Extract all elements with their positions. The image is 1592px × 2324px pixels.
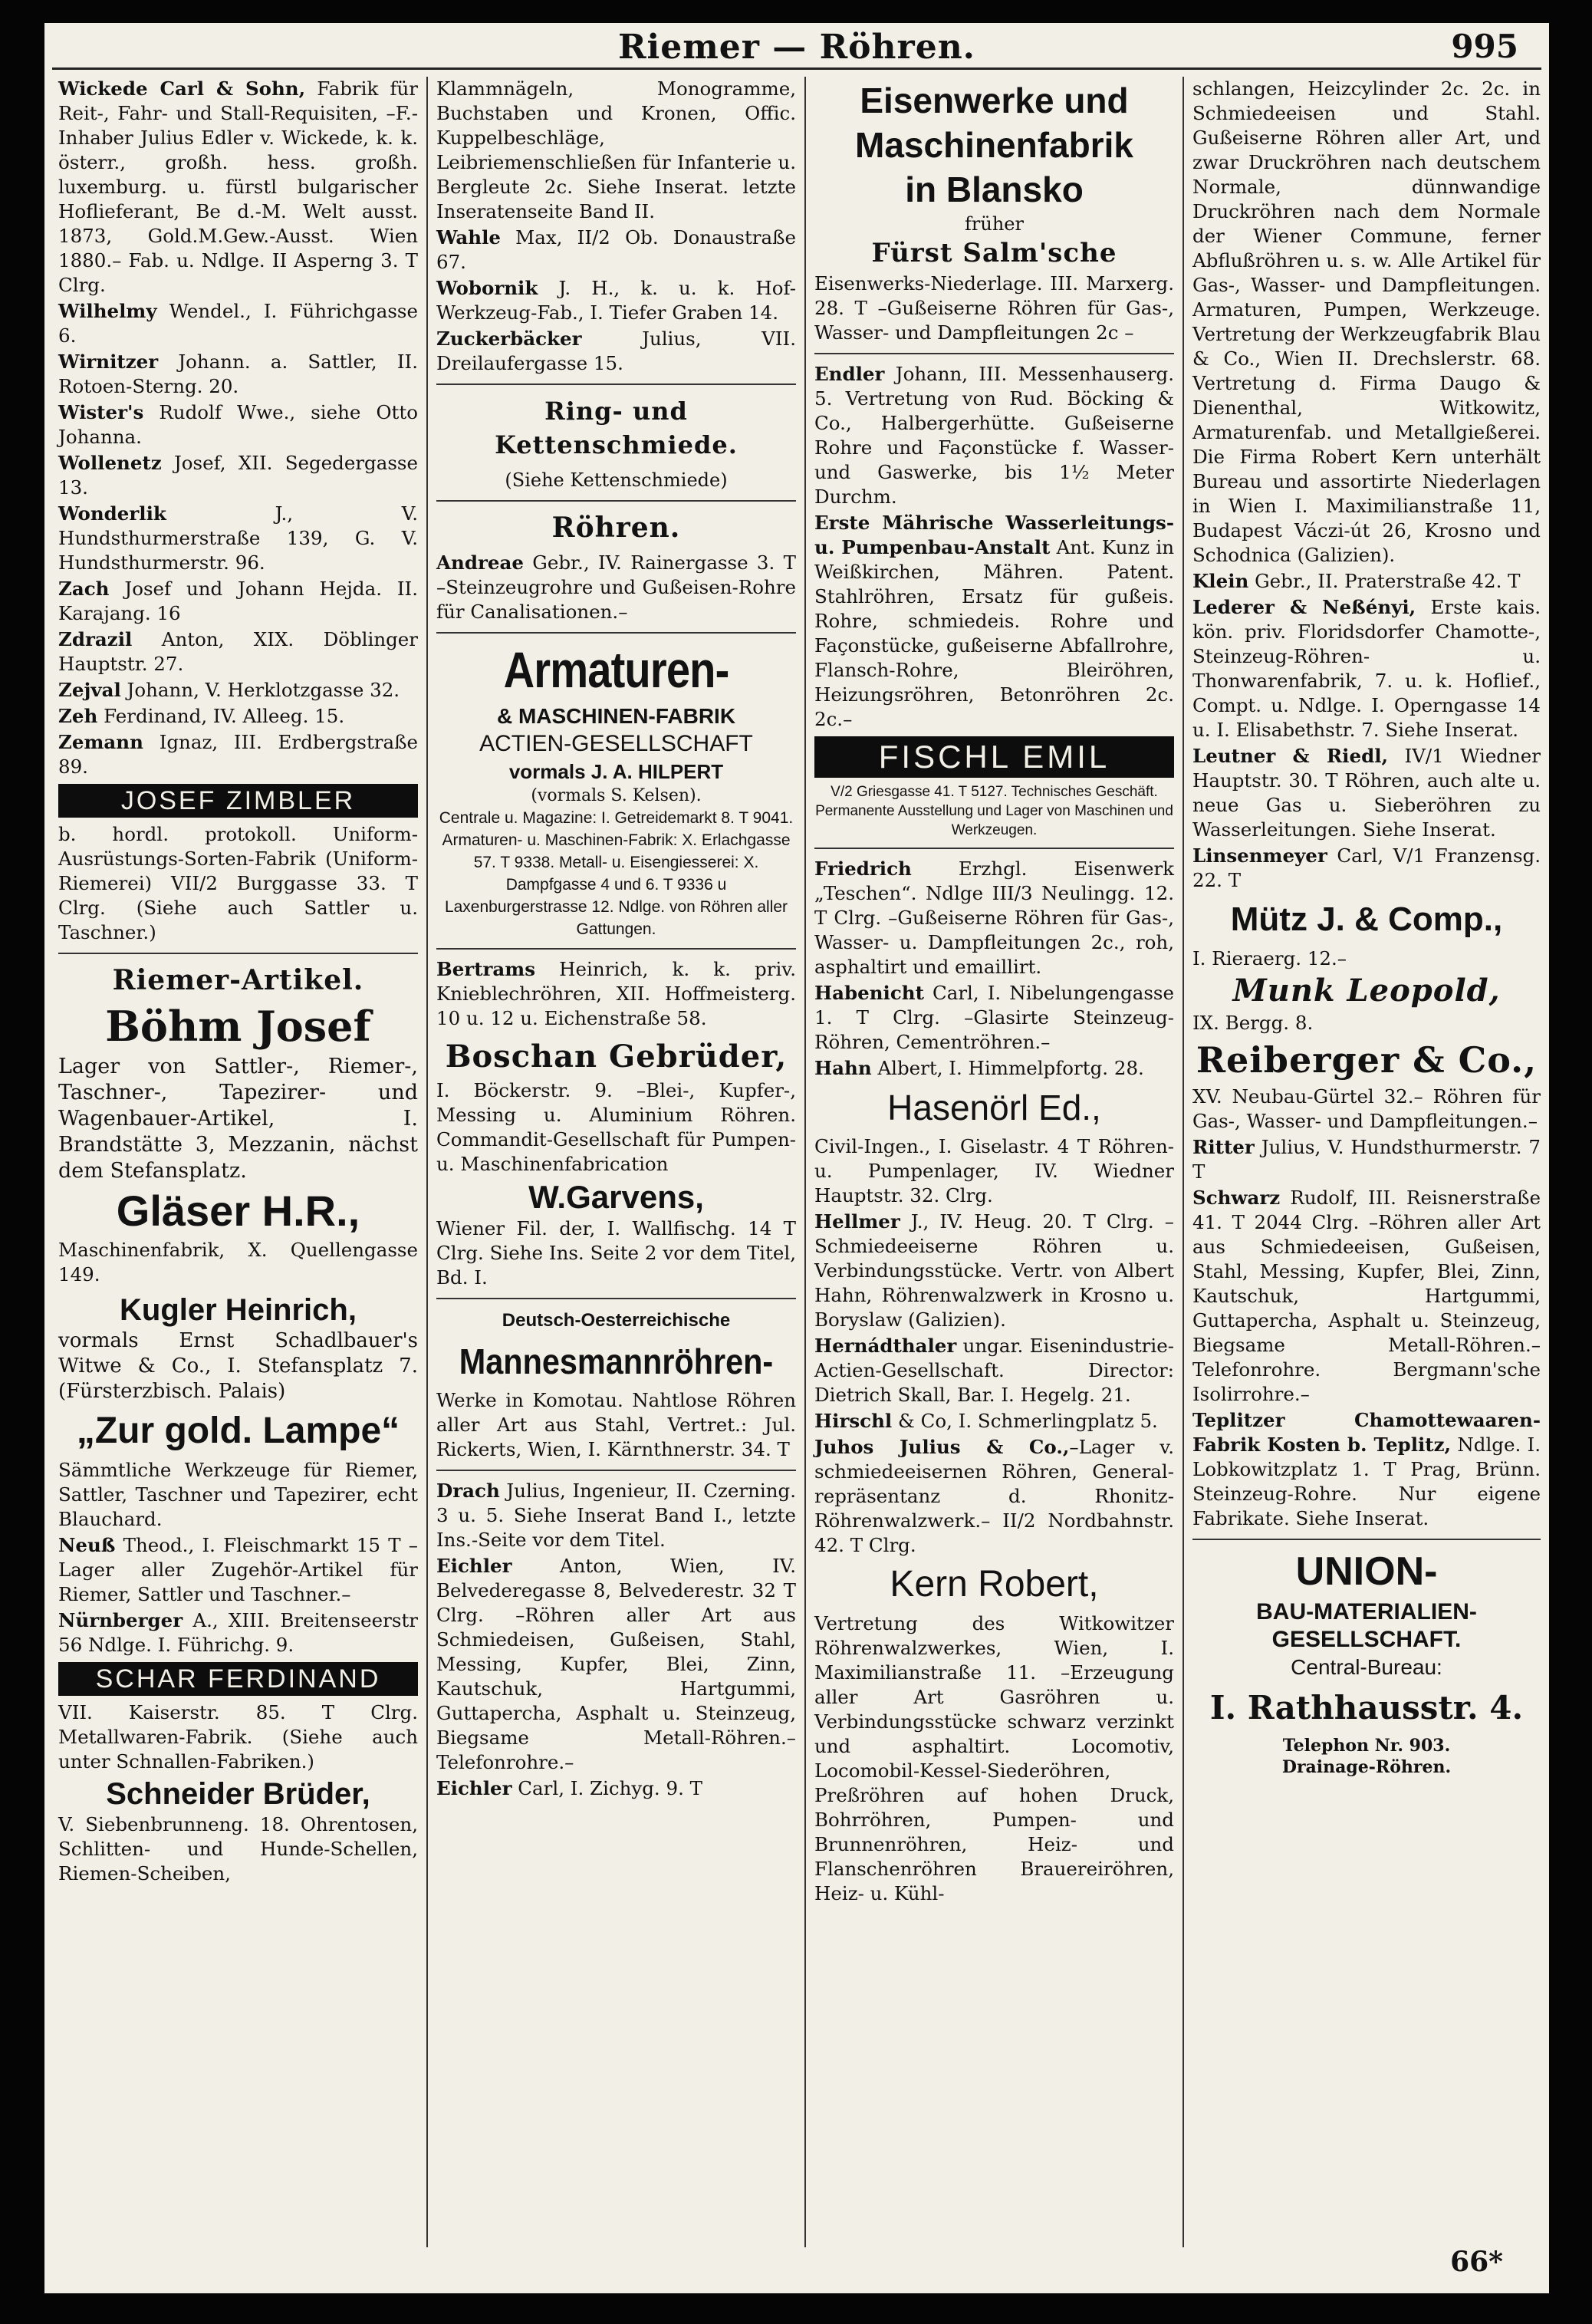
entry-list xyxy=(58,77,418,779)
directory-entry xyxy=(814,981,1174,1055)
column-rule xyxy=(1182,77,1184,2247)
mannesmann-text: Werke in Komotau. Nahtlose Röhren aller Art aus Stahl, Vertret.: Jul. Rickerts, Wien, I. Kärnthnerstr. 34. T xyxy=(436,1389,796,1460)
garvens-text: Wiener Fil. der, I. Wallfischg. 14 T Clrg. Siehe Ins. Seite 2 vor dem Titel, Bd. I. xyxy=(436,1217,796,1289)
boschan-text: I. Böckerstr. 9. –Blei-, Kupfer-, Messing u. Aluminium Röhren. Commandit-Gesellschaft für Pumpen- u. Maschinenfabrication xyxy=(436,1079,796,1175)
directory-entry xyxy=(436,957,796,1031)
directory-entry xyxy=(58,299,418,348)
union-line-2: BAU-MATERIALIEN- xyxy=(1256,1599,1477,1624)
entry-list xyxy=(814,857,1174,1081)
header-rule xyxy=(52,67,1541,70)
union-line-1: UNION- xyxy=(1295,1549,1438,1594)
hasenoerl-name: Hasenörl Ed., xyxy=(887,1088,1101,1127)
entry-text: Max, II/2 Ob. Donaustraße 67. xyxy=(436,226,796,273)
divider xyxy=(436,500,796,502)
union-line-3: GESELLSCHAFT. xyxy=(1271,1627,1462,1652)
column-4 xyxy=(1186,77,1547,2255)
mannesmann-pre: Deutsch-Oesterreichische xyxy=(502,1310,731,1331)
entry-name: Zuckerbäcker xyxy=(436,328,582,350)
armaturen-name: Armaturen- xyxy=(503,641,729,698)
divider xyxy=(814,353,1174,354)
directory-entry xyxy=(814,1435,1174,1558)
directory-entry xyxy=(58,400,418,449)
column-2 xyxy=(430,77,802,2255)
entry-text: Julius, VII. Dreilaufergasse 15. xyxy=(436,328,796,374)
union-line-5: I. Rathhausstr. 4. xyxy=(1209,1689,1524,1727)
directory-entry xyxy=(436,276,796,325)
directory-entry xyxy=(814,1056,1174,1081)
entry-name: Zdrazil xyxy=(58,628,133,650)
entry-text: Erste kais. kön. priv. Floridsdorfer Chamotte-, Steinzeug-Röhren- u. Thonwarenfabrik, 7. u. k. Hoflief., Compt. u. Ndlge. I. Operngasse 14 u. I. Elisabethstr. 7. Siehe Inserat. xyxy=(1192,596,1541,741)
directory-entry xyxy=(1192,1186,1541,1407)
blansko-line-1: Eisenwerke und xyxy=(860,81,1129,120)
entry-text: Josef und Johann Hejda. II. Karajang. 16 xyxy=(58,578,418,624)
reiberger-name: Reiberger & Co., xyxy=(1196,1039,1538,1081)
entry-text: Rudolf, III. Reisnerstraße 41. T 2044 Clrg. –Röhren aller Art aus Schmiedeeisen, Gußeisen, Stahl, Messing, Kupfer, Blei, Zinn, Kautschuk, Hartgummi, Guttapercha, Asphalt u. Steinzeug, Biegsame Metall-Röhren.– Telefonrohre. Bergmann'sche Isolirrohre.– xyxy=(1192,1187,1541,1405)
entry-text: Anton, Wien, IV. Belvederegasse 8, Belvederestr. 32 T Clrg. –Röhren aller Art aus Schmiedeisen, Gußeisen, Stahl, Messing, Kupfer, Blei, Zinn, Kautschuk, Hartgummi, Guttapercha, Asphalt u. Steinzeug, Biegsame Metall-Röhren.– Telefonrohre.– xyxy=(436,1555,796,1773)
mannesmann-name: Mannesmannröhren- xyxy=(459,1341,774,1381)
entry-name: Habenicht xyxy=(814,982,924,1004)
directory-entry xyxy=(58,77,418,298)
entry-text: J., V. Hundsthurmerstraße 139, G. V. Hundsthurmerstr. 96. xyxy=(58,502,418,574)
page-header xyxy=(44,23,1549,71)
kugler-name: Kugler Heinrich, xyxy=(120,1293,357,1327)
munk-name: Munk Leopold, xyxy=(1232,973,1501,1009)
entry-text: Rudolf Wwe., siehe Otto Johanna. xyxy=(58,401,418,448)
entry-text: Carl, I. Zichyg. 9. T xyxy=(511,1777,702,1799)
entry-text: Fabrik für Reit-, Fahr- und Stall-Requisiten, –F.-Inhaber Julius Edler v. Wickede, k. k. österr., großh. hess. großh. luxemburg. u. fürstl bulgarischer Hoflieferant, Be d.-M. Welt ausst. 1873, Gold.M.Gew.-Ausst. Wien 1880.– Fab. u. Ndlge. II Asperng 3. T Clrg. xyxy=(58,77,419,296)
directory-entry xyxy=(1192,844,1541,893)
glaeser-text: Maschinenfabrik, X. Quellengasse 149. xyxy=(58,1239,418,1285)
armaturen-line-4: (vormals S. Kelsen). xyxy=(531,786,702,805)
directory-entry xyxy=(1192,744,1541,842)
union-line-7: Drainage-Röhren. xyxy=(1281,1757,1452,1777)
blansko-line-4: früher xyxy=(965,213,1024,235)
column-rule xyxy=(426,77,428,2247)
directory-entry xyxy=(436,1776,796,1801)
entry-text: A., XIII. Breitenseerstr 56 Ndlge. I. Führichg. 9. xyxy=(58,1609,418,1656)
kern-name: Kern Robert, xyxy=(890,1564,1099,1605)
entry-name: Wonderlik xyxy=(58,502,166,525)
entry-text: Wendel., I. Führichgasse 6. xyxy=(58,300,418,347)
entry-text: Carl, I. Nibelungengasse 1. T Clrg. –Glasirte Steinzeug-Röhren, Cementröhren.– xyxy=(814,982,1174,1053)
boehm-text: Lager von Sattler-, Riemer-, Taschner-, Tapezirer- und Wagenbauer-Artikel, I. Brandstätte 3, Mezzanin, nächst dem Stefansplatz. xyxy=(58,1055,418,1183)
divider xyxy=(436,383,796,385)
directory-entry xyxy=(58,730,418,779)
entry-list xyxy=(436,957,796,1031)
entry-list xyxy=(436,225,796,376)
garvens-name: W.Garvens, xyxy=(528,1179,704,1215)
entry-name: Eichler xyxy=(436,1555,512,1577)
entry-text: & Co, I. Schmerlingplatz 5. xyxy=(892,1410,1158,1432)
schar-name: SCHAR FERDINAND xyxy=(58,1662,418,1696)
entry-text: Johann, V. Herklotzgasse 32. xyxy=(120,679,400,701)
entry-name: Schwarz xyxy=(1192,1187,1281,1209)
directory-entry xyxy=(58,451,418,500)
entry-name: Linsenmeyer xyxy=(1192,844,1327,867)
andreae-entry: Andreae Gebr., IV. Rainergasse 3. T –Steinzeugrohre und Gußeisen-Rohre für Canalisationen.– xyxy=(436,551,796,623)
entry-name: Friedrich xyxy=(814,858,912,880)
entry-text: Anton, XIX. Döblinger Hauptstr. 27. xyxy=(58,628,418,675)
folio-signature: 66* xyxy=(1450,2246,1503,2278)
entry-name: Wilhelmy xyxy=(58,300,157,322)
entry-name: Hellmer xyxy=(814,1210,900,1233)
entry-text: Ignaz, III. Erdbergstraße 89. xyxy=(58,731,418,778)
entry-text: Johann. a. Sattler, II. Rotoen-Sterng. 20. xyxy=(58,351,418,397)
directory-entry xyxy=(58,502,418,575)
entry-text: J., IV. Heug. 20. T Clrg. –Schmiedeeiserne Röhren u. Verbindungsstücke. Vertr. von Albert Hahn, Röhrenwalzwerk in Krosno u. Boryslaw (Galizien). xyxy=(814,1210,1174,1331)
column-1 xyxy=(52,77,424,2255)
continued-text: Klammnägeln, Monogramme, Buchstaben und Kronen, Offic. Kuppelbeschläge, Leibriemenschließen für Infanterie u. Bergleute 2c. Siehe Inserat. letzte Inseratenseite Band II. xyxy=(436,77,796,222)
directory-entry xyxy=(58,1608,418,1657)
entry-list xyxy=(1192,1135,1541,1531)
page-number: 995 xyxy=(1451,28,1518,65)
muetz-text: I. Rieraerg. 12.– xyxy=(1192,947,1347,969)
divider xyxy=(436,1298,796,1299)
lampe-text: Sämmtliche Werkzeuge für Riemer, Sattler, Taschner und Tapezirer, echt Blauchard. xyxy=(58,1459,418,1530)
entry-list xyxy=(436,1479,796,1801)
entry-name: Lederer & Neßényi, xyxy=(1192,596,1416,618)
divider xyxy=(58,953,418,954)
entry-name: Wobornik xyxy=(436,277,538,299)
hasenoerl-text: Civil-Ingen., I. Giselastr. 4 T Röhren- u. Pumpenlager, IV. Wiedner Hauptstr. 32. Clrg. xyxy=(814,1135,1174,1206)
entry-name: Wollenetz xyxy=(58,452,162,474)
directory-entry xyxy=(436,327,796,376)
directory-entry xyxy=(58,1533,418,1607)
zimbler-name: JOSEF ZIMBLER xyxy=(58,784,418,818)
fischl-name: FISCHL EMIL xyxy=(814,736,1174,778)
directory-entry xyxy=(814,362,1174,509)
boehm-name: Böhm Josef xyxy=(105,1002,371,1051)
entry-name: Wirnitzer xyxy=(58,351,159,373)
entry-name: Teplitzer Chamottewaaren-Fabrik Kosten b. Teplitz, xyxy=(1192,1409,1541,1456)
directory-entry xyxy=(814,1210,1174,1332)
entry-text: Johann, III. Messenhauserg. 5. Vertretung von Rud. Böcking & Co., Halbergerhütte. Gußeiserne Rohre und Façonstücke f. Wasser- und Gaswerke, bis 1½ Meter Durchm. xyxy=(814,363,1174,508)
armaturen-line-3: vormals J. A. HILPERT xyxy=(508,760,724,783)
entry-name: Hernádthaler xyxy=(814,1335,957,1357)
directory-entry xyxy=(436,1479,796,1552)
directory-entry xyxy=(1192,569,1541,594)
section-heading-riemer-artikel: Riemer-Artikel. xyxy=(112,964,364,996)
entry-text: J. H., k. u. k. Hof-Werkzeug-Fab., I. Tiefer Graben 14. xyxy=(436,277,796,324)
directory-entry xyxy=(814,511,1174,732)
entry-name: Ritter xyxy=(1192,1136,1255,1158)
entry-name: Zemann xyxy=(58,731,143,753)
union-line-6: Telephon Nr. 903. xyxy=(1282,1736,1451,1756)
entry-name: Juhos Julius & Co., xyxy=(814,1436,1070,1458)
entry-text: Julius, Ingenieur, II. Czerning. 3 u. 5. Siehe Inserat Band I., letzte Ins.-Seite vor dem Titel. xyxy=(436,1480,796,1551)
directory-entry xyxy=(1192,595,1541,742)
directory-entry xyxy=(58,678,418,703)
entry-name: Zeh xyxy=(58,705,98,727)
entry-text: Ferdinand, IV. Alleeg. 15. xyxy=(97,705,345,727)
schar-text: VII. Kaiserstr. 85. T Clrg. Metallwaren-Fabrik. (Siehe auch unter Schnallen-Fabriken.) xyxy=(58,1701,418,1773)
entry-text: Gebr., II. Praterstraße 42. T xyxy=(1248,570,1521,592)
directory-entry xyxy=(814,1409,1174,1434)
entry-name: Hirschl xyxy=(814,1410,893,1432)
entry-name: Zejval xyxy=(58,679,121,701)
fischl-text: V/2 Griesgasse 41. T 5127. Technisches Geschäft. Permanente Ausstellung und Lager von Maschinen und Werkzeugen. xyxy=(815,784,1173,838)
muetz-name: Mütz J. & Comp., xyxy=(1230,900,1503,938)
entry-text: Josef, XII. Segedergasse 13. xyxy=(58,452,418,499)
entry-name: Bertrams xyxy=(436,958,536,980)
section-heading-roehren: Röhren. xyxy=(551,512,681,544)
entry-text: Carl, V/1 Franzensg. 22. T xyxy=(1192,844,1541,891)
entry-name: Wickede Carl & Sohn, xyxy=(58,77,306,100)
divider xyxy=(436,1470,796,1471)
directory-entry xyxy=(1192,1135,1541,1184)
directory-entry xyxy=(58,350,418,399)
blansko-line-3: in Blansko xyxy=(905,170,1084,209)
running-title: Riemer — Röhren. xyxy=(617,28,976,67)
directory-entry xyxy=(436,1554,796,1775)
divider xyxy=(1192,1539,1541,1540)
divider xyxy=(814,848,1174,849)
entry-name: Wahle xyxy=(436,226,501,249)
entry-name: Leutner & Riedl, xyxy=(1192,745,1389,767)
armaturen-line-2: ACTIEN-GESELLSCHAFT xyxy=(479,731,753,756)
directory-entry xyxy=(814,857,1174,979)
directory-page xyxy=(44,23,1549,2293)
entry-text: Albert, I. Himmelpfortg. 28. xyxy=(871,1057,1144,1079)
entry-name: Drach xyxy=(436,1480,500,1502)
blansko-line-2: Maschinenfabrik xyxy=(855,125,1133,165)
schneider-text: V. Siebenbrunneng. 18. Ohrentosen, Schlitten- und Hunde-Schellen, Riemen-Scheiben, xyxy=(58,1813,418,1885)
entry-text: Julius, V. Hundsthurmerstr. 7 T xyxy=(1192,1136,1541,1183)
column-rule xyxy=(804,77,806,2247)
divider xyxy=(436,632,796,634)
blansko-name: Fürst Salm'sche xyxy=(871,238,1117,268)
lampe-name: „Zur gold. Lampe“ xyxy=(76,1411,400,1451)
munk-text: IX. Bergg. 8. xyxy=(1192,1012,1314,1034)
entry-list xyxy=(1192,569,1541,893)
entry-text: –Lager v. schmiedeeisernen Röhren, General-repräsentanz d. Rhonitz-Röhrenwalzwerk.– II/2 Nordbahnstr. 42. T Clrg. xyxy=(814,1436,1174,1556)
entry-name: Klein xyxy=(1192,570,1249,592)
entry-list xyxy=(814,1210,1174,1558)
boschan-name: Boschan Gebrüder, xyxy=(445,1039,788,1075)
directory-entry xyxy=(58,704,418,729)
kern-continued-text: schlangen, Heizcylinder 2c. 2c. in Schmiedeeisen und Stahl. Gußeiserne Röhren aller Art, und zwar Druckröhren nach deutschem Normale, dünnwandige Druckröhren nach dem Normale der Wiener Commune, ferner Abflußröhren u. s. w. Alle Artikel für Gas-, Wasser- und Dampfleitungen. Armaturen, Pumpen, Werkzeuge. Vertretung der Werkzeugfabrik Blau & Co., Wien II. Drechslerstr. 68. Vertretung d. Firma Daugo & Dienenthal, Witkowitz, Armaturenfab. und Metallgießerei. Die Firma Robert Kern unterhält Bureau und assortirte Niederlagen in Wien I. Maximilianstraße 11, Budapest Váczi-út 26, Krosno und Schodnica (Galizien). xyxy=(1192,77,1541,566)
entry-name: Endler xyxy=(814,363,885,385)
entry-list xyxy=(814,362,1174,732)
directory-entry xyxy=(436,225,796,275)
divider xyxy=(436,948,796,950)
armaturen-line-1: & MASCHINEN-FABRIK xyxy=(496,704,736,728)
entry-name: Wister's xyxy=(58,401,144,423)
kern-text: Vertretung des Witkowitzer Röhrenwalzwerkes, Wien, I. Maximilianstraße 11. –Erzeugung aller Art Gasröhren u. Verbindungsstücke schwarz verzinkt und asphaltirt. Locomotiv, Locomobil-Kessel-Siederöhren, Preßröhren auf hohen Druck, Bohrröhren, Pumpen- und Brunnenröhren, Heiz- und Flanschenröhren Brauereiröhren, Heiz- u. Kühl- xyxy=(814,1612,1174,1904)
union-line-4: Central-Bureau: xyxy=(1291,1655,1442,1679)
directory-entry xyxy=(58,577,418,626)
entry-name: Erste Mährische Wasserleitungs- u. Pumpenbau-Anstalt xyxy=(814,512,1174,558)
directory-entry xyxy=(814,1334,1174,1407)
entry-text: Theod., I. Fleischmarkt 15 T –Lager aller Zugehör-Artikel für Riemer, Sattler und Taschner.– xyxy=(58,1534,418,1605)
section-heading-ring: Ring- und Kettenschmiede. xyxy=(495,397,738,459)
zimbler-text: b. hordl. protokoll. Uniform-Ausrüstungs-Sorten-Fabrik (Uniform-Riemerei) VII/2 Burggasse 33. T Clrg. (Siehe auch Sattler u. Taschner.) xyxy=(58,823,418,943)
kugler-text: vormals Ernst Schadlbauer's Witwe & Co., I. Stefansplatz 7. (Fürsterzbisch. Palais) xyxy=(58,1329,418,1403)
entry-text: Heinrich, k. k. priv. Knieblechröhren, XII. Hoffmeisterg. 10 u. 12 u. Eichenstraße 58. xyxy=(436,958,796,1029)
entry-name: Nürnberger xyxy=(58,1609,183,1631)
schneider-name: Schneider Brüder, xyxy=(106,1777,370,1811)
armaturen-text: Centrale u. Magazine: I. Getreidemarkt 8. T 9041. Armaturen- u. Maschinen-Fabrik: X. Erlachgasse 57. T 9338. Metall- u. Eisengiesserei: X. Dampfgasse 4 und 6. T 9336 u Laxenburgerstrasse 12. Ndlge. von Röhren aller Gattungen. xyxy=(439,809,794,938)
entry-name: Hahn xyxy=(814,1057,872,1079)
reiberger-text: XV. Neubau-Gürtel 32.– Röhren für Gas-, Wasser- und Dampfleitungen.– xyxy=(1192,1085,1541,1132)
entry-text: Erzhgl. Eisenwerk „Teschen“. Ndlge III/3 Neulingg. 12. T Clrg. –Gußeiserne Röhren für Gas-, Wasser- u. Dampfleitungen 2c., roh, asphaltirt und emaillirt. xyxy=(814,858,1174,978)
entry-name: Neuß xyxy=(58,1534,116,1556)
column-3 xyxy=(808,77,1180,2255)
entry-name: Zach xyxy=(58,578,110,600)
blansko-text: Eisenwerks-Niederlage. III. Marxerg. 28. T –Gußeiserne Röhren für Gas-, Wasser- und Dampfleitungen 2c – xyxy=(814,272,1174,344)
ring-note: (Siehe Kettenschmiede) xyxy=(505,469,728,491)
entry-text: Ndlge. I. Lobkowitzplatz 1. T Prag, Brünn. Steinzeug-Rohre. Nur eigene Fabrikate. Siehe Inserat. xyxy=(1192,1434,1541,1529)
entry-name: Eichler xyxy=(436,1777,512,1799)
directory-entry xyxy=(1192,1408,1541,1531)
directory-entry xyxy=(58,627,418,676)
glaeser-name: Gläser H.R., xyxy=(116,1187,360,1235)
entry-text: IV/1 Wiedner Hauptstr. 30. T Röhren, auch alte u. neue Gas u. Sieberöhren zu Wasserleitungen. Siehe Inserat. xyxy=(1192,745,1541,841)
entry-text: Ant. Kunz in Weißkirchen, Mähren. Patent. Stahlröhren, Ersatz für gußeis. Rohre, schmiedeis. Rohre und Façonstücke, gußeiserne Abfallrohre, Flansch-Rohre, Bleiröhren, Heizungsröhren, Betonröhren 2c. 2c.– xyxy=(814,536,1174,730)
entry-list xyxy=(58,1533,418,1657)
entry-text: ungar. Eisenindustrie-Actien-Gesellschaft. Director: Dietrich Skall, Bar. I. Hegelg. 21. xyxy=(814,1335,1174,1406)
